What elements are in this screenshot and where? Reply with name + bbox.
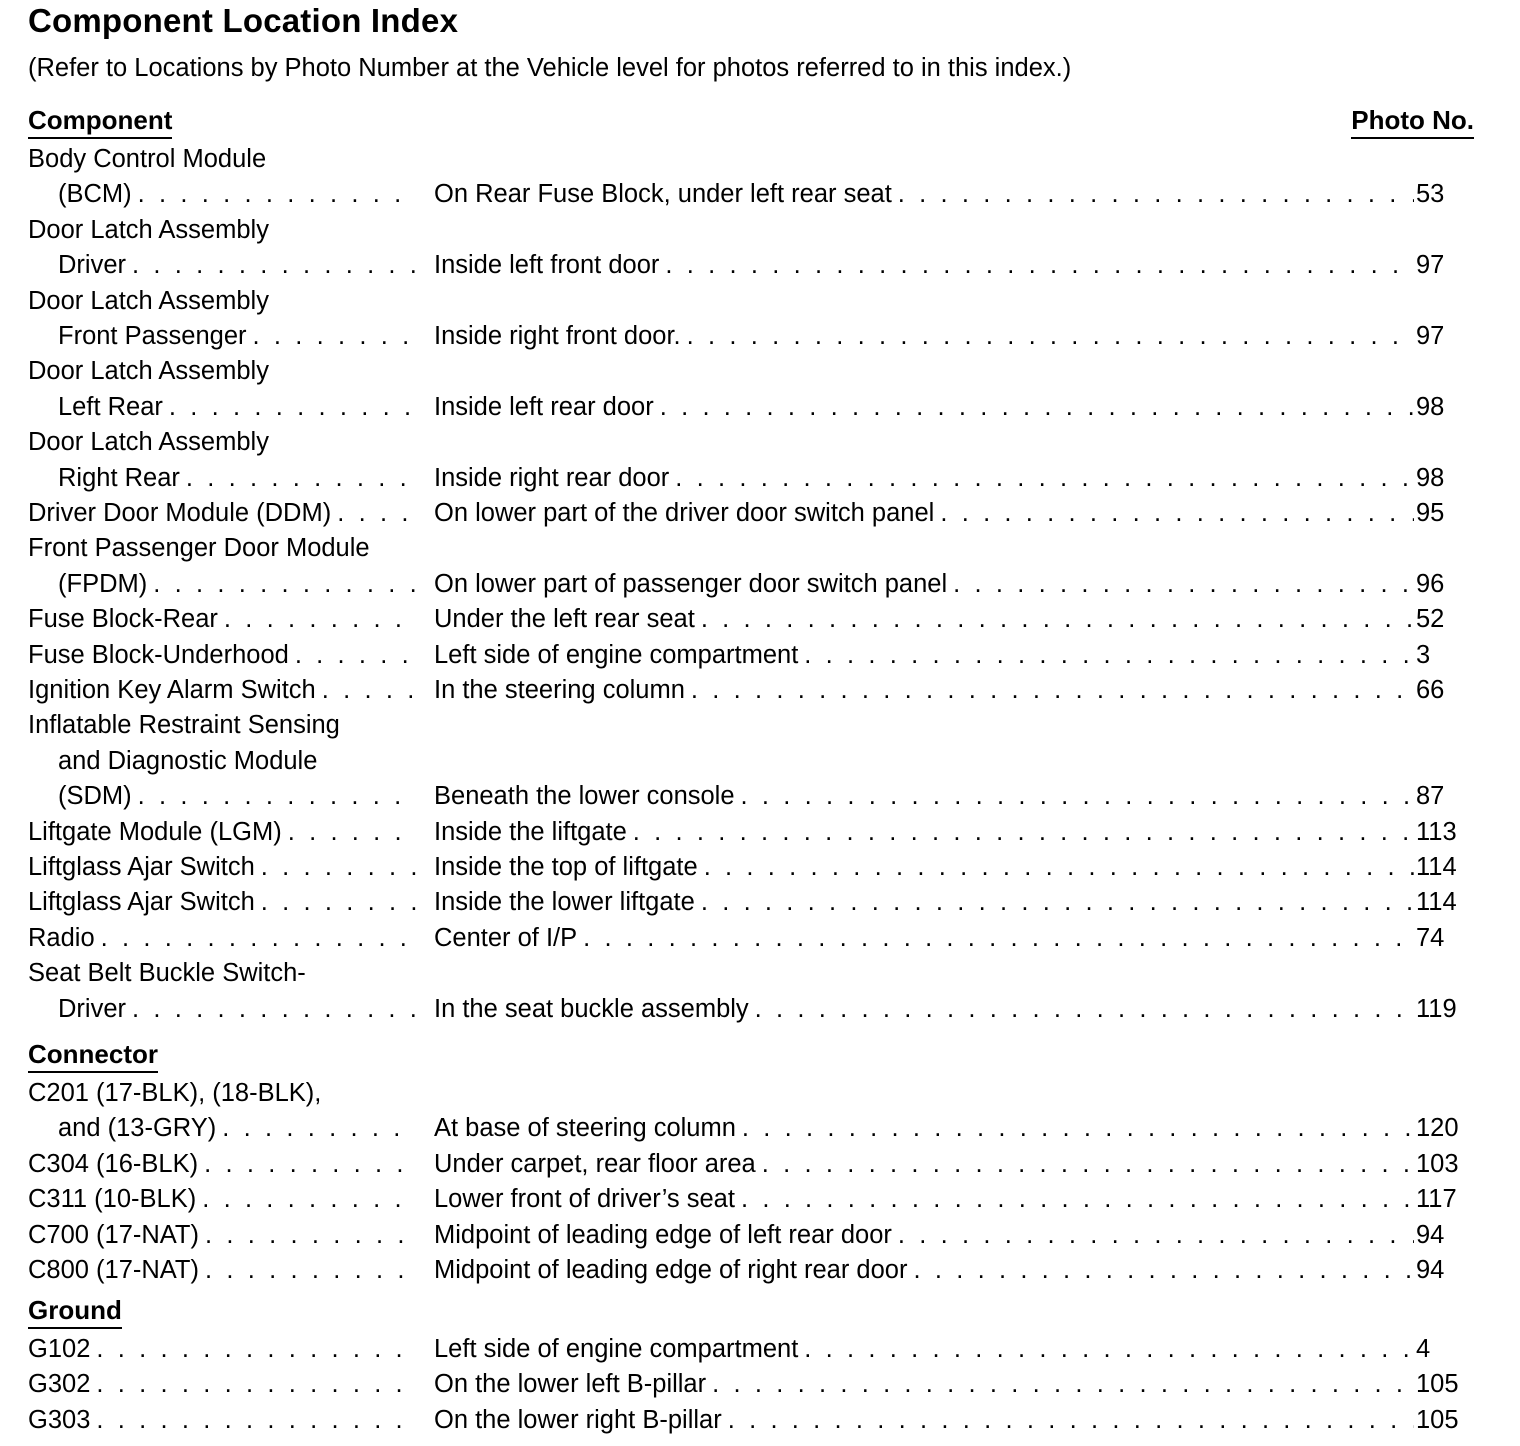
location-text: On lower part of passenger door switch panel	[434, 567, 953, 602]
index-row	[28, 1182, 1474, 1217]
component-name	[28, 1332, 416, 1367]
index-row	[28, 1367, 1474, 1402]
photo-number-cell	[1416, 496, 1474, 531]
location-cell	[434, 1218, 1414, 1253]
location-cell	[434, 390, 1414, 425]
leader-dots	[322, 673, 416, 708]
photo-number-cell	[1416, 319, 1474, 354]
leader-dots	[101, 921, 416, 956]
leader-dots	[940, 496, 1414, 531]
component-name-text: Door Latch Assembly	[28, 354, 275, 389]
location-cell	[434, 602, 1414, 637]
leader-dots	[687, 319, 1414, 354]
component-name-text: Door Latch Assembly	[28, 213, 275, 248]
photo-number-cell	[1416, 1218, 1474, 1253]
location-text: Left side of engine compartment	[434, 1332, 804, 1367]
leader-dots	[762, 1147, 1414, 1182]
location-cell	[434, 461, 1414, 496]
section-header	[28, 104, 1474, 140]
photo-number-cell	[1416, 602, 1474, 637]
component-name	[28, 815, 416, 850]
component-name-text: Left Rear	[58, 390, 169, 425]
leader-dots	[224, 602, 416, 637]
photo-number: 94	[1416, 1221, 1445, 1249]
photo-number-cell	[1416, 673, 1474, 708]
location-text: On the lower right B-pillar	[434, 1403, 728, 1438]
photo-number: 97	[1416, 251, 1445, 279]
component-name	[28, 213, 416, 248]
index-row	[28, 177, 1474, 212]
leader-dots	[138, 779, 416, 814]
section-header-label: Ground	[28, 1294, 122, 1329]
leader-dots	[898, 1218, 1414, 1253]
index-row-continued	[28, 531, 1474, 566]
index-row	[28, 1403, 1474, 1438]
component-name	[28, 638, 416, 673]
index-row	[28, 815, 1474, 850]
index-row	[28, 779, 1474, 814]
photo-number-cell	[1416, 1253, 1474, 1288]
leader-dots	[261, 885, 416, 920]
location-text: Under carpet, rear floor area	[434, 1147, 762, 1182]
index-row	[28, 390, 1474, 425]
photo-number-cell	[1416, 390, 1474, 425]
location-text: Lower front of driver’s seat	[434, 1182, 741, 1217]
component-name	[28, 531, 416, 566]
component-name-text: (FPDM)	[58, 567, 153, 602]
component-name-text: C800 (17-NAT)	[28, 1253, 205, 1288]
photo-number-cell	[1416, 1147, 1474, 1182]
component-name	[58, 319, 416, 354]
photo-number: 119	[1416, 995, 1457, 1023]
photo-number-cell	[1416, 248, 1474, 283]
leader-dots	[704, 850, 1414, 885]
page-subtitle: (Refer to Locations by Photo Number at the Vehicle level for photos referred to in this index.)	[28, 54, 1072, 82]
index-row	[28, 921, 1474, 956]
component-name-text: (BCM)	[58, 177, 138, 212]
location-cell	[434, 177, 1414, 212]
location-cell	[434, 1367, 1414, 1402]
component-name-text: Liftgate Module (LGM)	[28, 815, 288, 850]
section-header-label: Component	[28, 104, 172, 139]
leader-dots	[742, 1111, 1414, 1146]
component-name	[28, 496, 416, 531]
component-name	[28, 284, 416, 319]
component-name-text: G302	[28, 1367, 96, 1402]
location-text: In the steering column	[434, 673, 691, 708]
index-row	[28, 496, 1474, 531]
component-name	[28, 142, 416, 177]
index-row-continued	[28, 1076, 1474, 1111]
location-text: Center of I/P	[434, 921, 583, 956]
index-row	[28, 992, 1474, 1027]
leader-dots	[712, 1367, 1414, 1402]
leader-dots	[913, 1253, 1414, 1288]
component-name	[58, 461, 416, 496]
leader-dots	[138, 177, 416, 212]
photo-number: 103	[1416, 1150, 1459, 1178]
component-name-text: and (13-GRY)	[58, 1111, 222, 1146]
component-name	[58, 744, 416, 779]
component-name-text: C304 (16-BLK)	[28, 1147, 204, 1182]
leader-dots	[675, 461, 1414, 496]
location-cell	[434, 319, 1414, 354]
photo-number-cell	[1416, 567, 1474, 602]
component-name-text: Seat Belt Buckle Switch-	[28, 956, 312, 991]
index-row	[28, 248, 1474, 283]
photo-number: 114	[1416, 853, 1457, 881]
index-row	[28, 567, 1474, 602]
photo-number: 4	[1416, 1335, 1431, 1363]
location-text: Midpoint of leading edge of right rear door	[434, 1253, 913, 1288]
index-row	[28, 461, 1474, 496]
component-name-text: Door Latch Assembly	[28, 425, 275, 460]
leader-dots	[691, 673, 1414, 708]
photo-number: 113	[1416, 818, 1457, 846]
photo-number: 3	[1416, 641, 1431, 669]
location-text: Inside right rear door	[434, 461, 675, 496]
index-row	[28, 1332, 1474, 1367]
component-name	[28, 850, 416, 885]
section-header-label: Connector	[28, 1038, 158, 1073]
index-row-continued	[28, 744, 1474, 779]
photo-number-cell	[1416, 885, 1474, 920]
leader-dots	[253, 319, 416, 354]
location-cell	[434, 1111, 1414, 1146]
component-name	[28, 708, 416, 743]
component-name-text: C700 (17-NAT)	[28, 1218, 205, 1253]
component-name-text: C201 (17-BLK), (18-BLK),	[28, 1076, 327, 1111]
page-title: Component Location Index	[28, 2, 459, 39]
location-cell	[434, 815, 1414, 850]
component-name	[58, 390, 416, 425]
component-name	[58, 177, 416, 212]
photo-number: 117	[1416, 1185, 1457, 1213]
photo-number: 105	[1416, 1370, 1459, 1398]
location-cell	[434, 779, 1414, 814]
component-name	[28, 1218, 416, 1253]
component-name-text: Front Passenger Door Module	[28, 531, 376, 566]
location-text: Inside the top of liftgate	[434, 850, 704, 885]
component-name	[58, 567, 416, 602]
leader-dots	[337, 496, 416, 531]
location-text: Inside left front door	[434, 248, 665, 283]
photo-number-cell	[1416, 1111, 1474, 1146]
component-name-text: C311 (10-BLK)	[28, 1182, 202, 1217]
leader-dots	[804, 638, 1414, 673]
location-text: In the seat buckle assembly	[434, 992, 755, 1027]
index-row	[28, 1111, 1474, 1146]
leader-dots	[804, 1332, 1414, 1367]
leader-dots	[953, 567, 1414, 602]
component-name	[28, 921, 416, 956]
index-row-continued	[28, 142, 1474, 177]
photo-number: 97	[1416, 322, 1445, 350]
photo-number: 74	[1416, 924, 1445, 952]
location-cell	[434, 921, 1414, 956]
component-name	[28, 885, 416, 920]
photo-number-cell	[1416, 850, 1474, 885]
leader-dots	[261, 850, 416, 885]
component-name-text: Inflatable Restraint Sensing	[28, 708, 346, 743]
leader-dots	[96, 1332, 416, 1367]
location-cell	[434, 885, 1414, 920]
leader-dots	[755, 992, 1414, 1027]
leader-dots	[741, 779, 1414, 814]
section-header	[28, 1038, 1474, 1074]
index-row-continued	[28, 284, 1474, 319]
component-name-text: Door Latch Assembly	[28, 284, 275, 319]
component-name-text: Driver Door Module (DDM)	[28, 496, 337, 531]
leader-dots	[288, 815, 416, 850]
component-name	[28, 1403, 416, 1438]
component-name	[58, 1111, 416, 1146]
photo-number: 52	[1416, 605, 1445, 633]
photo-number-cell	[1416, 779, 1474, 814]
location-text: Under the left rear seat	[434, 602, 701, 637]
component-name	[58, 992, 416, 1027]
component-name	[28, 1367, 416, 1402]
component-name	[58, 779, 416, 814]
location-cell	[434, 496, 1414, 531]
component-name	[28, 956, 416, 991]
leader-dots	[701, 885, 1414, 920]
leader-dots	[96, 1403, 416, 1438]
component-name	[28, 1147, 416, 1182]
component-name-text: G102	[28, 1332, 96, 1367]
component-name	[28, 602, 416, 637]
location-text: Midpoint of leading edge of left rear door	[434, 1218, 898, 1253]
index-row	[28, 1218, 1474, 1253]
photo-number: 96	[1416, 570, 1445, 598]
leader-dots	[295, 638, 416, 673]
component-name-text: G303	[28, 1403, 96, 1438]
location-text: On the lower left B-pillar	[434, 1367, 712, 1402]
photo-number-cell	[1416, 1367, 1474, 1402]
index-row	[28, 602, 1474, 637]
leader-dots	[205, 1218, 416, 1253]
photo-number: 120	[1416, 1114, 1459, 1142]
location-cell	[434, 567, 1414, 602]
location-cell	[434, 638, 1414, 673]
component-name-text: (SDM)	[58, 779, 138, 814]
location-cell	[434, 1253, 1414, 1288]
photo-number: 95	[1416, 499, 1445, 527]
leader-dots	[205, 1253, 416, 1288]
leader-dots	[665, 248, 1414, 283]
location-text: Left side of engine compartment	[434, 638, 804, 673]
location-cell	[434, 1182, 1414, 1217]
index-row	[28, 885, 1474, 920]
location-text: Inside the liftgate	[434, 815, 633, 850]
component-name-text: Ignition Key Alarm Switch	[28, 673, 322, 708]
index-row	[28, 319, 1474, 354]
photo-number-cell	[1416, 1332, 1474, 1367]
photo-number: 114	[1416, 888, 1457, 916]
location-text: On lower part of the driver door switch panel	[434, 496, 940, 531]
location-cell	[434, 850, 1414, 885]
leader-dots	[701, 602, 1414, 637]
leader-dots	[660, 390, 1414, 425]
photo-number: 98	[1416, 393, 1445, 421]
leader-dots	[186, 461, 416, 496]
photo-number: 98	[1416, 464, 1445, 492]
component-name-text: Driver	[58, 248, 132, 283]
index-row-continued	[28, 213, 1474, 248]
component-name-text: Radio	[28, 921, 101, 956]
component-name	[28, 1253, 416, 1288]
index-row-continued	[28, 425, 1474, 460]
location-text: Inside left rear door	[434, 390, 660, 425]
photo-number-cell	[1416, 921, 1474, 956]
index-row	[28, 638, 1474, 673]
component-name-text: Front Passenger	[58, 319, 253, 354]
photo-number-cell	[1416, 177, 1474, 212]
location-cell	[434, 673, 1414, 708]
index-row-continued	[28, 354, 1474, 389]
component-name-text: Right Rear	[58, 461, 186, 496]
photo-number: 87	[1416, 782, 1445, 810]
component-name-text: Fuse Block-Underhood	[28, 638, 295, 673]
component-name	[28, 673, 416, 708]
location-cell	[434, 1147, 1414, 1182]
leader-dots	[204, 1147, 416, 1182]
location-cell	[434, 1403, 1414, 1438]
location-cell	[434, 992, 1414, 1027]
leader-dots	[153, 567, 416, 602]
location-text: Inside the lower liftgate	[434, 885, 701, 920]
photo-number-header: Photo No.	[1351, 104, 1474, 139]
location-text: Beneath the lower console	[434, 779, 741, 814]
photo-number-cell	[1416, 815, 1474, 850]
leader-dots	[583, 921, 1414, 956]
leader-dots	[633, 815, 1414, 850]
component-name	[58, 248, 416, 283]
location-text: At base of steering column	[434, 1111, 742, 1146]
location-text: On Rear Fuse Block, under left rear seat	[434, 177, 898, 212]
location-cell	[434, 1332, 1414, 1367]
component-name-text: Driver	[58, 992, 132, 1027]
leader-dots	[741, 1182, 1414, 1217]
component-name-text: Liftglass Ajar Switch	[28, 885, 261, 920]
component-name-text: Liftglass Ajar Switch	[28, 850, 261, 885]
component-name	[28, 354, 416, 389]
photo-number-cell	[1416, 1182, 1474, 1217]
component-name-text: Fuse Block-Rear	[28, 602, 224, 637]
component-name	[28, 1076, 416, 1111]
leader-dots	[202, 1182, 416, 1217]
photo-number: 66	[1416, 676, 1445, 704]
leader-dots	[132, 248, 416, 283]
index-row-continued	[28, 956, 1474, 991]
index-row	[28, 850, 1474, 885]
component-name-text: Body Control Module	[28, 142, 272, 177]
leader-dots	[222, 1111, 416, 1146]
leader-dots	[132, 992, 416, 1027]
photo-number-cell	[1416, 992, 1474, 1027]
leader-dots	[728, 1403, 1414, 1438]
index-row	[28, 673, 1474, 708]
index-row	[28, 1253, 1474, 1288]
component-name	[28, 425, 416, 460]
leader-dots	[96, 1367, 416, 1402]
section-header	[28, 1294, 1474, 1330]
photo-number-cell	[1416, 638, 1474, 673]
location-cell	[434, 248, 1414, 283]
photo-number-cell	[1416, 461, 1474, 496]
photo-number: 53	[1416, 180, 1445, 208]
index-row-continued	[28, 708, 1474, 743]
photo-number: 105	[1416, 1406, 1459, 1434]
component-name	[28, 1182, 416, 1217]
photo-number-cell	[1416, 1403, 1474, 1438]
leader-dots	[169, 390, 416, 425]
index-row	[28, 1147, 1474, 1182]
location-text: Inside right front door.	[434, 319, 687, 354]
leader-dots	[898, 177, 1414, 212]
photo-number: 94	[1416, 1256, 1445, 1284]
component-name-text: and Diagnostic Module	[58, 744, 323, 779]
